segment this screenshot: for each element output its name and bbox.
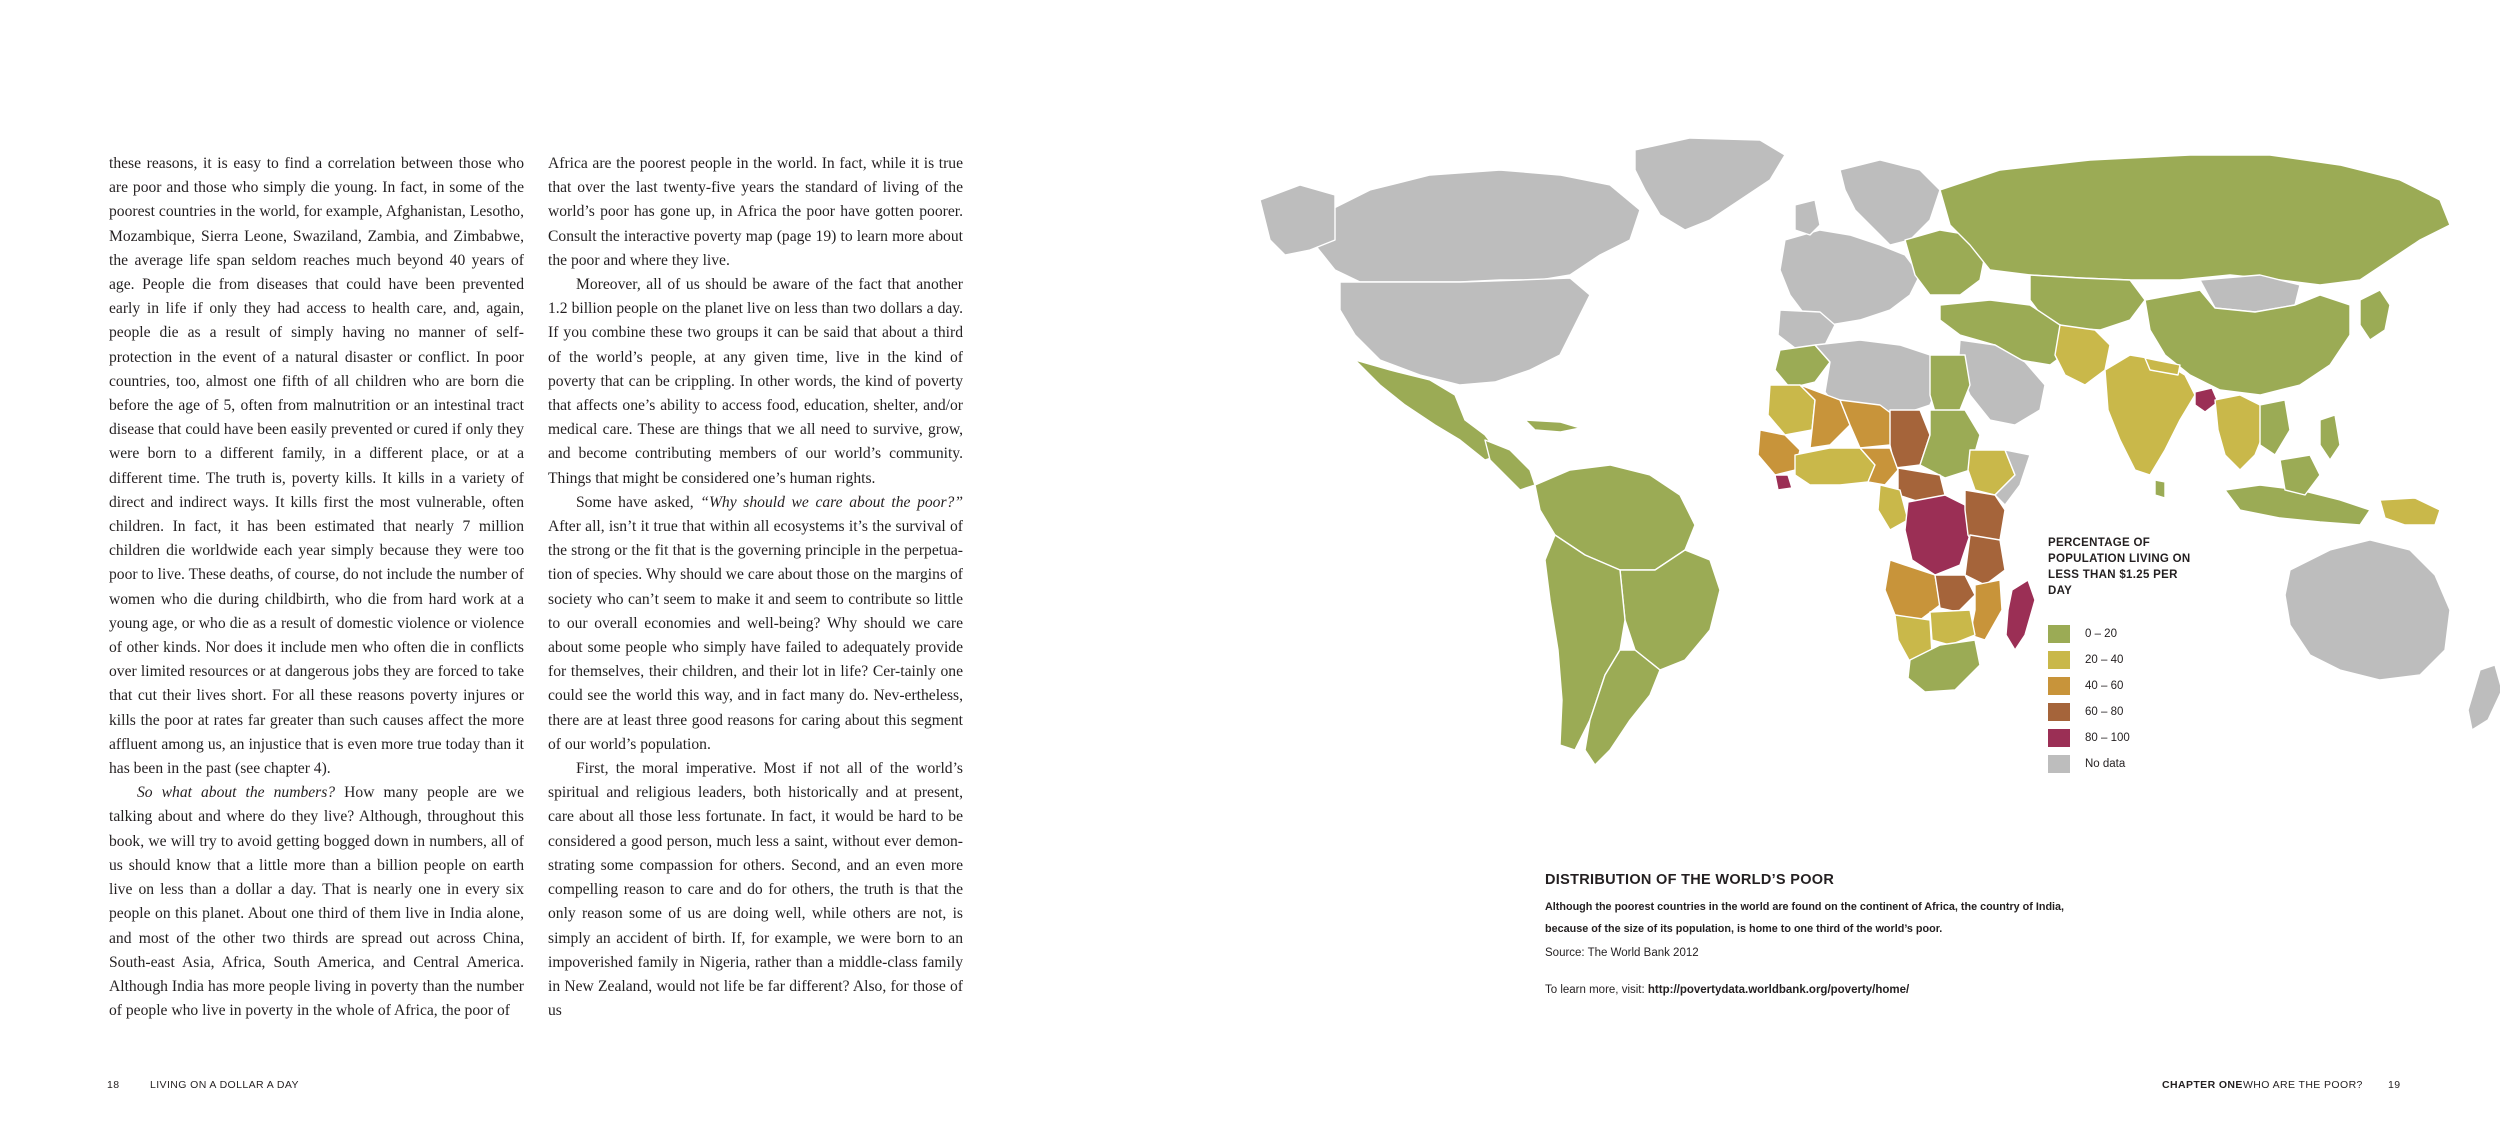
map-region-greenland <box>1635 138 1785 230</box>
map-region-zambia <box>1935 575 1975 612</box>
caption-title: DISTRIBUTION OF THE WORLD’S POOR <box>1545 872 1835 888</box>
map-region-senegal-guinea <box>1758 430 1800 475</box>
italic-run: So what about the numbers? <box>137 784 336 802</box>
legend-item <box>2048 621 2198 647</box>
map-region-australia <box>2285 540 2450 680</box>
legend-item <box>2048 673 2198 699</box>
map-region-sri-lanka <box>2155 480 2165 498</box>
map-region-papua <box>2380 498 2440 525</box>
map-region-russia <box>1940 155 2450 285</box>
text-run: First, the moral imperative. Most if not all of the world’s spiritual and religious leaders, both historically and at present, care about all those less fortunate. In fact, it would be hard to be considered a good person, much less a saint, without ever demon-strating some compassion for others. Second, and an even more compelling reason to care and do for others, the truth is that the only reason some of us are doing well, while others are not, is simply an accident of birth. If, for example, we were born to an impoverished family in Nigeria, rather than a middle-class family in New Zealand, would not life be far different? Also, for those of us <box>548 760 963 1020</box>
map-region-mainland-se-asia <box>2215 395 2265 470</box>
page-number-right: 19 <box>2388 1079 2401 1091</box>
paragraph <box>109 152 524 781</box>
poverty-data-link[interactable]: http://povertydata.worldbank.org/poverty/home/ <box>1647 984 1910 996</box>
map-legend <box>2048 535 2198 777</box>
text-run: After all, isn’t it true that within all ecosystems it’s the survival of the strong or the fit that is the governing principle in the perpetua-tion of species. Why should we care about those on the margins of society who can’t seem to make it and seem to contribute so little to our overall economies and well-being? Why should we care about some people who simply have failed to adequately provide for themselves, their children, and their lot in life? Cer-tainly one could see the world this way, and in fact many do. Nev-ertheless, there are at least three good reasons for caring about this segment of our world’s population. <box>548 518 963 753</box>
map-region-borneo <box>2280 455 2320 495</box>
map-region-drc <box>1905 495 1970 575</box>
legend-swatch <box>2048 755 2070 773</box>
map-region-new-zealand <box>2468 665 2500 730</box>
left-text-column <box>109 152 524 1023</box>
legend-list <box>2048 621 2198 777</box>
paragraph <box>548 491 963 757</box>
map-region-madagascar <box>2006 580 2035 650</box>
caption-learn-more <box>1545 984 2105 996</box>
paragraph <box>109 781 524 1023</box>
legend-item <box>2048 647 2198 673</box>
paragraph <box>548 152 963 273</box>
text-run: How many people are we talking about and where do they live? Although, throughout this book, we will try to avoid getting bogged down in numbers, all of us should know that a little more than a billion people on earth live on less than a dollar a day. That is nearly one in every six people on this planet. About one third of them live in India alone, and most of the other two thirds are spread out across China, South-east Asia, Africa, South America, and Central America. Although India has more people living in poverty than the number of people who live in poverty in the whole of Africa, the poor of <box>109 784 524 1020</box>
map-region-scandinavia <box>1840 160 1940 245</box>
legend-item <box>2048 699 2198 725</box>
map-region-philippines <box>2320 415 2340 460</box>
map-region-egypt <box>1930 355 1970 412</box>
italic-run: “Why should we care about the poor?” <box>700 493 963 511</box>
map-region-botswana-zimbabwe <box>1930 610 1975 645</box>
map-region-uk <box>1795 200 1820 235</box>
legend-label: 80 – 100 <box>2085 732 2130 744</box>
legend-label: 20 – 40 <box>2085 654 2124 666</box>
paragraph <box>548 273 963 491</box>
legend-title: PERCENTAGE OF POPULATION LIVING ON LESS THAN $1.25 PER DAY <box>2048 537 2191 597</box>
map-caption <box>1545 872 2105 996</box>
text-run: Africa are the poorest people in the world. In fact, while it is true that over the last twenty-five years the standard of living of the world’s poor has gone up, in Africa the poor have gotten poorer. Consult the interactive poverty map (page 19) to learn more about the poor and where they live. <box>548 155 963 269</box>
text-run: these reasons, it is easy to find a correlation between those who are poor and those who simply die young. In fact, in some of the poorest countries in the world, for example, Afghanistan, Lesotho, Mozambique, Sierra Leone, Swaziland, Zambia, and Zimbabwe, the average life span seldom reaches much beyond 40 years of age. People die from diseases that could have been prevented early in life if only they had access to health care, and, again, people die as a result of simply having no manner of self-protection in the event of a natural disaster or conflict. In poor countries, too, almost one fifth of all children who are born die before the age of 5, often from malnutrition or an intestinal tract disease that could have been easily prevented or cured if only they were born to a different family, in a different place, or at a different time. The truth is, poverty kills. It kills in a variety of direct and indirect ways. It kills first the most vulnerable, often children. In fact, it has been estimated that nearly 7 million children die worldwide each year simply because they were too poor to live. These deaths, of course, do not include the number of women who die during childbirth, who die from hard work at a young age, or who die as a result of domestic violence or violence of other kinds. Nor does it include men who often die in conflicts over limited resources or at dangerous jobs they are forced to take that cut their lives short. For all these reasons poverty injures or kills the poor at rates far greater than such causes affect the more affluent among us, an injustice that is even more true today than it has been in the past (see chapter 4). <box>109 155 524 778</box>
running-title-left: LIVING ON A DOLLAR A DAY <box>150 1079 299 1091</box>
text-run: Moreover, all of us should be aware of the fact that another 1.2 billion people on the planet live on less than two dollars a day. If you combine these two groups it can be said that about a third of the world’s people, at any given time, live in the kind of poverty that can be crippling. In other words, the kind of poverty that affects one’s ability to access food, education, shelter, and/or medical care. These are things that we all need to survive, grow, and become contributing members of our world’s community. Things that might be considered one’s human rights. <box>548 276 963 487</box>
caption-description: Although the poorest countries in the world are found on the continent of Africa, the country of India, because of the size of its population, is home to one third of the world’s poor. <box>1545 901 2065 935</box>
legend-label: No data <box>2085 758 2126 770</box>
map-region-indochina-east <box>2260 400 2290 455</box>
text-run: Some have asked, <box>576 493 701 511</box>
world-poverty-map <box>1240 130 2500 780</box>
legend-swatch <box>2048 625 2070 643</box>
legend-label: 60 – 80 <box>2085 706 2124 718</box>
map-region-canada <box>1315 170 1640 282</box>
right-text-column <box>548 152 963 1023</box>
legend-item <box>2048 751 2198 777</box>
chapter-label: CHAPTER ONE <box>2162 1079 2243 1091</box>
map-region-india <box>2105 355 2195 475</box>
learn-more-prefix: To learn more, visit: <box>1545 984 1648 996</box>
map-region-coastal-west-africa <box>1795 448 1875 485</box>
chapter-title: WHO ARE THE POOR? <box>2243 1079 2363 1091</box>
page-number-left: 18 <box>107 1079 120 1091</box>
map-region-alaska <box>1260 185 1335 255</box>
legend-label: 40 – 60 <box>2085 680 2124 692</box>
legend-label: 0 – 20 <box>2085 628 2117 640</box>
map-region-caribbean <box>1525 420 1580 432</box>
caption-source: Source: The World Bank 2012 <box>1545 947 1699 959</box>
paragraph <box>548 757 963 1023</box>
legend-swatch <box>2048 729 2070 747</box>
legend-item <box>2048 725 2198 751</box>
legend-swatch <box>2048 651 2070 669</box>
legend-swatch <box>2048 703 2070 721</box>
map-region-afghanistan-pakistan <box>2055 325 2110 385</box>
legend-swatch <box>2048 677 2070 695</box>
map-region-korea-japan <box>2360 290 2390 340</box>
map-region-tanzania <box>1965 535 2005 585</box>
map-region-central-america <box>1485 440 1535 490</box>
map-region-sierra-leone <box>1775 475 1792 490</box>
